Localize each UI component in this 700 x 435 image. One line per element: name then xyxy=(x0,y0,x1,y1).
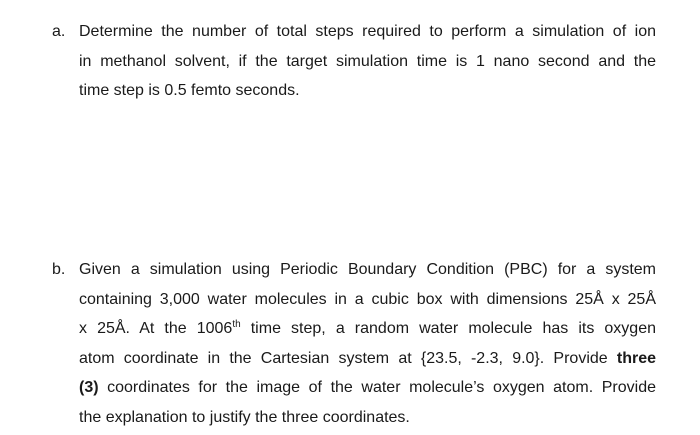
question-b-marker: b. xyxy=(52,261,66,278)
question-b-line-3-start: x 25Å. At the 1006 xyxy=(79,320,233,338)
question-b-line-5-end: coordinates for the image of the water molecule’s oxygen atom. Provide xyxy=(98,379,656,397)
question-a-line-2: in methanol solvent, if the target simulation time is 1 nano second and the xyxy=(79,52,656,70)
question-b-line-3 xyxy=(79,314,656,344)
question-a-marker: a. xyxy=(52,23,66,40)
question-b-line-3-end: time step, a random water molecule has its oxygen xyxy=(240,320,656,338)
question-b-line-2: containing 3,000 water molecules in a cubic box with dimensions 25Å x 25Å xyxy=(79,290,656,308)
question-b-line-6: the explanation to justify the three coordinates. xyxy=(79,408,410,426)
question-a-line-3: time step is 0.5 femto seconds. xyxy=(79,82,300,100)
question-b-text xyxy=(79,255,656,433)
question-b-line-4-start: atom coordinate in the Cartesian system at {23.5, -2.3, 9.0}. Provide xyxy=(79,349,617,367)
question-b-line-5 xyxy=(79,373,656,403)
emphasis-three: three xyxy=(616,349,656,367)
question-a-text xyxy=(79,17,656,106)
question-b-line-1: Given a simulation using Periodic Boundary Condition (PBC) for a system xyxy=(79,261,656,278)
question-a-line-1: Determine the number of total steps required to perform a simulation of ion xyxy=(79,23,656,40)
question-a xyxy=(52,17,656,106)
ordinal-superscript: th xyxy=(232,319,241,331)
question-b-line-4 xyxy=(79,344,656,374)
question-b xyxy=(52,255,656,433)
emphasis-three-number: (3) xyxy=(79,379,99,397)
